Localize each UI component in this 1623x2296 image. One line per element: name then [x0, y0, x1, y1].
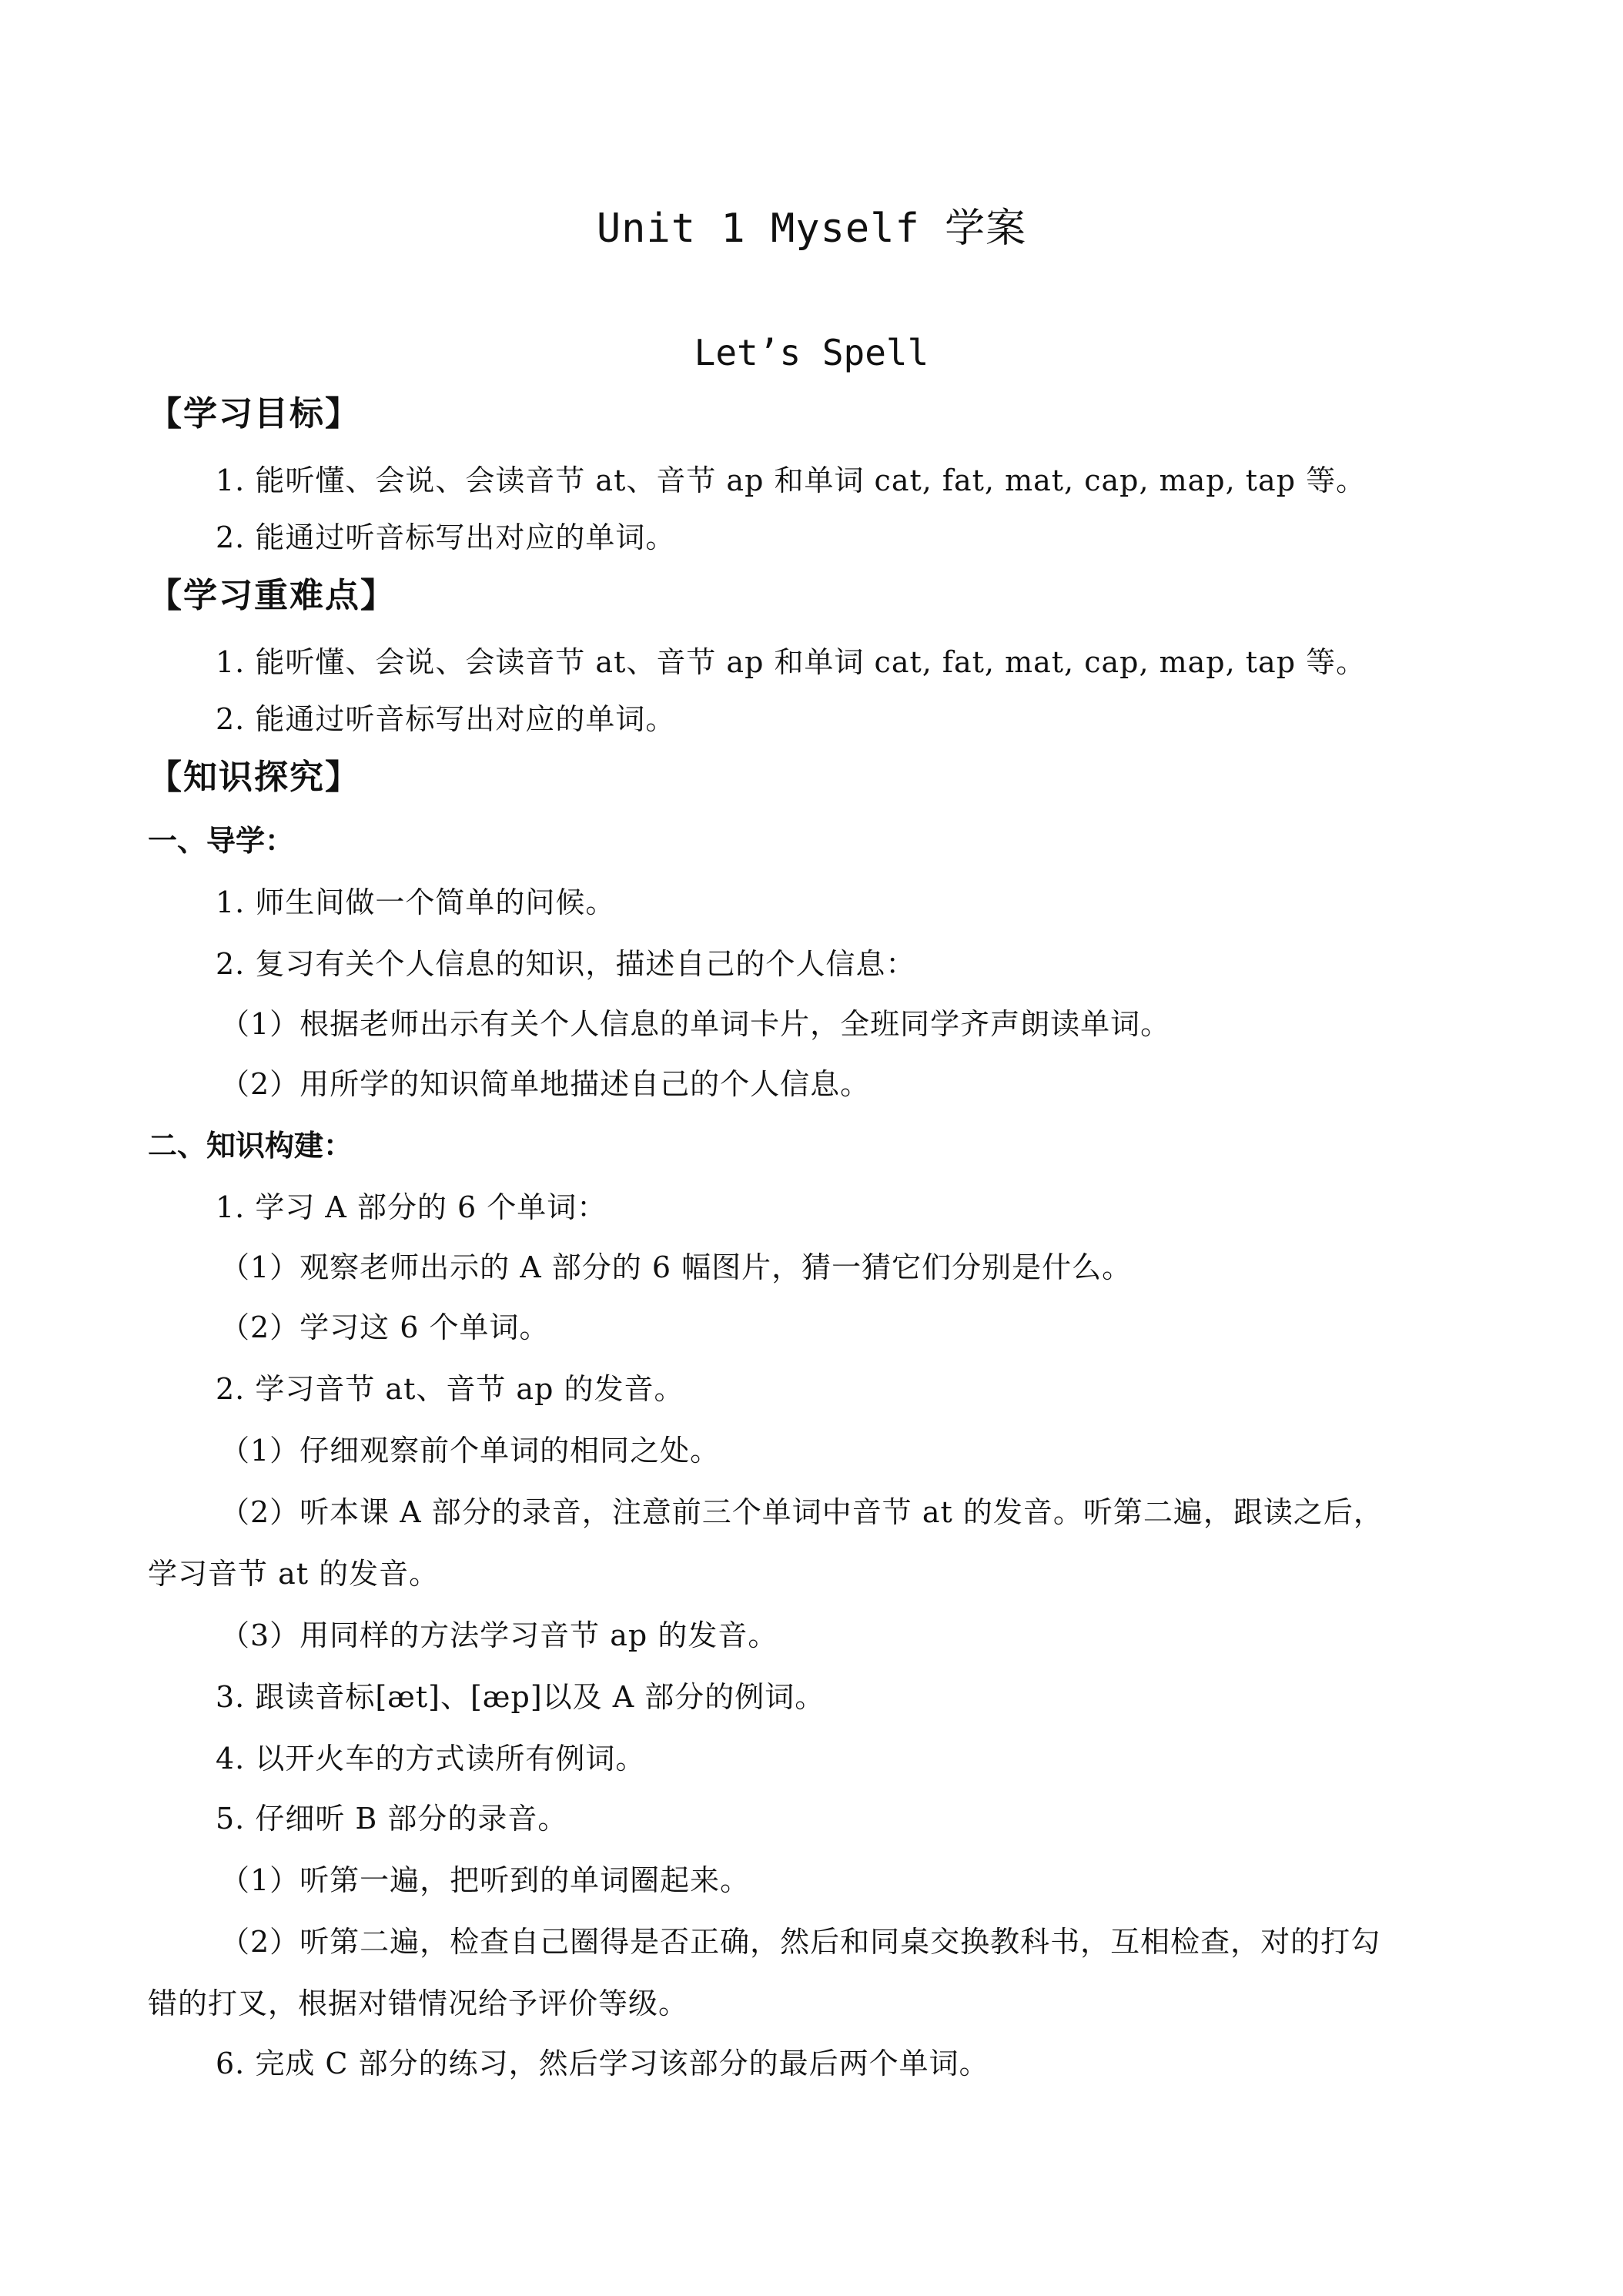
- knowledge-line: 5. 仔细听 B 部分的录音。: [216, 1802, 568, 1836]
- knowledge-line: （2）学习这 6 个单词。: [220, 1310, 550, 1344]
- knowledge-line: （1）仔细观察前个单词的相同之处。: [220, 1434, 721, 1468]
- key-points-item: 2. 能通过听音标写出对应的单词。: [216, 702, 676, 736]
- knowledge-line: （3）用同样的方法学习音节 ap 的发音。: [220, 1618, 778, 1652]
- guided-study-line: 2. 复习有关个人信息的知识，描述自己的个人信息：: [216, 947, 916, 981]
- knowledge-line: 4. 以开火车的方式读所有例词。: [216, 1742, 646, 1776]
- goals-item: 2. 能通过听音标写出对应的单词。: [216, 520, 676, 554]
- knowledge-line: 学习音节 at 的发音。: [148, 1557, 440, 1591]
- goals-item: 1. 能听懂、会说、会读音节 at、音节 ap 和单词 cat, fat, mat, cap, map, tap 等。: [216, 464, 1367, 497]
- guided-study-line: （2）用所学的知识简单地描述自己的个人信息。: [220, 1067, 871, 1101]
- knowledge-building-heading: 二、知识构建：: [148, 1129, 353, 1163]
- knowledge-line: （1）听第一遍，把听到的单词圈起来。: [220, 1863, 751, 1897]
- knowledge-line: 6. 完成 C 部分的练习，然后学习该部分的最后两个单词。: [216, 2047, 989, 2080]
- guided-study-line: （1）根据老师出示有关个人信息的单词卡片，全班同学齐声朗读单词。: [220, 1007, 1171, 1041]
- knowledge-line: 错的打叉，根据对错情况给予评价等级。: [148, 1986, 689, 2020]
- guided-study-heading: 一、导学：: [148, 824, 295, 858]
- knowledge-line: 3. 跟读音标[æt]、[æp]以及 A 部分的例词。: [216, 1680, 825, 1714]
- key-points-item: 1. 能听懂、会说、会读音节 at、音节 ap 和单词 cat, fat, mat, cap, map, tap 等。: [216, 645, 1367, 679]
- document-title: Unit 1 Myself 学案: [596, 206, 1027, 252]
- key-points-heading: 【学习重难点】: [148, 576, 396, 615]
- knowledge-line: （2）听第二遍，检查自己圈得是否正确，然后和同桌交换教科书，互相检查，对的打勾: [220, 1925, 1381, 1959]
- knowledge-line: 2. 学习音节 at、音节 ap 的发音。: [216, 1372, 684, 1406]
- knowledge-line: （2）听本课 A 部分的录音，注意前三个单词中音节 at 的发音。听第二遍，跟读之后，: [220, 1495, 1384, 1529]
- inquiry-heading: 【知识探究】: [148, 758, 360, 797]
- knowledge-line: （1）观察老师出示的 A 部分的 6 幅图片，猜一猜它们分别是什么。: [220, 1250, 1133, 1284]
- guided-study-line: 1. 师生间做一个简单的问候。: [216, 885, 616, 919]
- document-subtitle: Let’s Spell: [694, 332, 929, 373]
- goals-heading: 【学习目标】: [148, 394, 360, 433]
- knowledge-line: 1. 学习 A 部分的 6 个单词：: [216, 1190, 607, 1224]
